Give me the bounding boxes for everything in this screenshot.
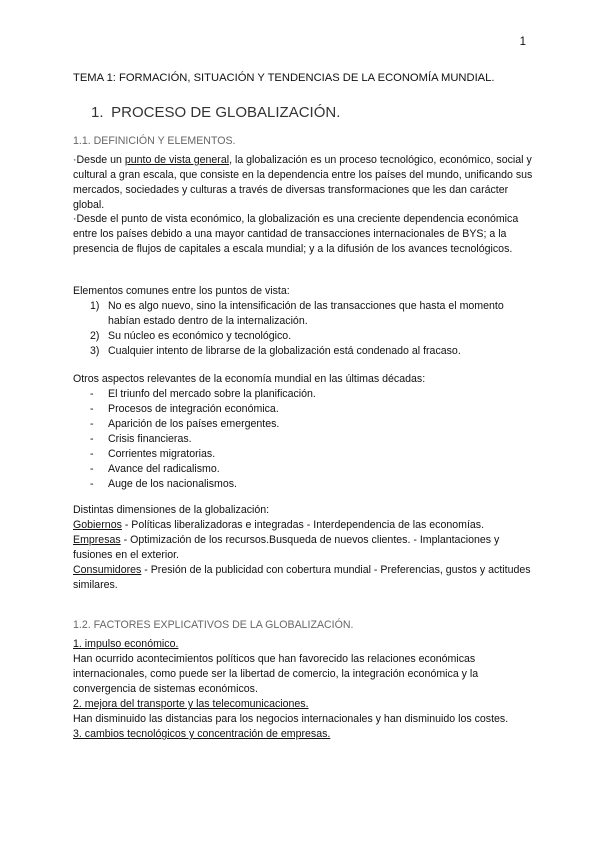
- list-item-text: Su núcleo es económico y tecnológico.: [108, 330, 292, 342]
- page-number: 1: [519, 36, 526, 48]
- list-item-text: Aparición de los países emergentes.: [108, 418, 280, 430]
- list-item-text: Procesos de integración económica.: [108, 403, 279, 415]
- definition-general-text: , la globalización es un proceso tecnológico, económico, social y cultural a gran escala, que consiste en la dependencia entre los países del mundo, unificando sus mercados, sociedades y culturas a través de diversas transformaciones que les dan carácter global.: [73, 154, 533, 211]
- list-item: [73, 344, 533, 359]
- dimension-label: Empresas: [73, 534, 121, 546]
- list-marker: 2): [90, 330, 100, 342]
- subsection-heading-1-1: 1.1. DEFINICIÓN Y ELEMENTOS.: [73, 135, 236, 147]
- list-item: [73, 329, 533, 344]
- definition-general-underlined: punto de vista general: [124, 154, 230, 166]
- otros-list: [73, 387, 533, 492]
- list-item-text: El triunfo del mercado sobre la planificación.: [108, 388, 316, 400]
- dimension-label: Consumidores: [73, 564, 142, 576]
- list-item-text: Auge de los nacionalismos.: [108, 478, 237, 490]
- list-item: - Procesos de integración económica.: [90, 403, 279, 415]
- section-heading: [91, 104, 340, 121]
- tema-title: TEMA 1: FORMACIÓN, SITUACIÓN Y TENDENCIAS DE LA ECONOMÍA MUNDIAL.: [73, 72, 495, 84]
- list-item-text: Corrientes migratorias.: [108, 448, 216, 460]
- section-title: PROCESO DE GLOBALIZACIÓN.: [111, 104, 341, 121]
- list-item: - Auge de los nacionalismos.: [90, 478, 237, 490]
- list-marker: 3): [90, 345, 100, 357]
- dimension-gobiernos: [73, 518, 533, 533]
- dimensiones-block: [73, 503, 533, 593]
- factor-2-text: Han disminuido las distancias para los negocios internacionales y han disminuido los costes.: [73, 713, 509, 725]
- elementos-block: [73, 284, 533, 359]
- list-item-text: Avance del radicalismo.: [108, 463, 220, 475]
- list-item: - Avance del radicalismo.: [90, 463, 220, 475]
- section-number: 1.: [91, 104, 104, 121]
- elementos-list: [73, 299, 533, 359]
- elementos-intro: Elementos comunes entre los puntos de vista:: [73, 285, 290, 297]
- definition-general-pre: ·Desde un: [73, 154, 125, 166]
- list-item-text: Cualquier intento de librarse de la globalización está condenado al fracaso.: [108, 345, 461, 357]
- factor-3-title: 3. cambios tecnológicos y concentración de empresas.: [73, 728, 331, 740]
- list-item: - Corrientes migratorias.: [90, 448, 216, 460]
- list-item-text: No es algo nuevo, sino la intensificación de las transacciones que hasta el momento habían estado dentro de la internalización.: [108, 300, 504, 327]
- otros-intro: Otros aspectos relevantes de la economía mundial en las últimas décadas:: [73, 373, 426, 385]
- list-item: - El triunfo del mercado sobre la planificación.: [90, 388, 316, 400]
- dimension-text: - Políticas liberalizadoras e integradas - Interdependencia de las economías.: [121, 519, 485, 531]
- list-item-text: Crisis financieras.: [108, 433, 192, 445]
- list-item: - Aparición de los países emergentes.: [90, 418, 280, 430]
- definition-economic: ·Desde el punto de vista económico, la globalización es una creciente dependencia económica entre los países debido a una mayor cantidad de transacciones internacionales de BYS; a la presencia de flujos de capitales a escala mundial; y a la difusión de los avances tecnológicos.: [73, 213, 519, 255]
- list-item: [73, 299, 533, 329]
- dimension-text: - Presión de la publicidad con cobertura mundial - Preferencias, gustos y actitudes similares.: [73, 564, 531, 591]
- factor-2-title: 2. mejora del transporte y las telecomunicaciones.: [73, 698, 309, 710]
- dimension-label: Gobiernos: [73, 519, 122, 531]
- list-marker: 1): [90, 300, 100, 312]
- definition-general: [73, 153, 533, 213]
- factor-1-text: Han ocurrido acontecimientos políticos que han favorecido las relaciones económicas internacionales, como puede ser la libertad de comercio, la integración económica y la convergencia de sistemas económicos.: [73, 653, 479, 695]
- dimension-consumidores: [73, 563, 533, 593]
- dimension-empresas: [73, 533, 533, 563]
- otros-block: [73, 372, 533, 492]
- dimension-text: - Optimización de los recursos.Busqueda de nuevos clientes. - Implantaciones y fusiones en el exterior.: [73, 534, 500, 561]
- factor-1-title: 1. impulso económico.: [73, 638, 179, 650]
- dimensiones-intro: Distintas dimensiones de la globalización:: [73, 504, 270, 516]
- factores-block: [73, 637, 533, 742]
- list-item: - Crisis financieras.: [90, 433, 192, 445]
- subsection-heading-1-2: 1.2. FACTORES EXPLICATIVOS DE LA GLOBALIZACIÓN.: [73, 619, 354, 631]
